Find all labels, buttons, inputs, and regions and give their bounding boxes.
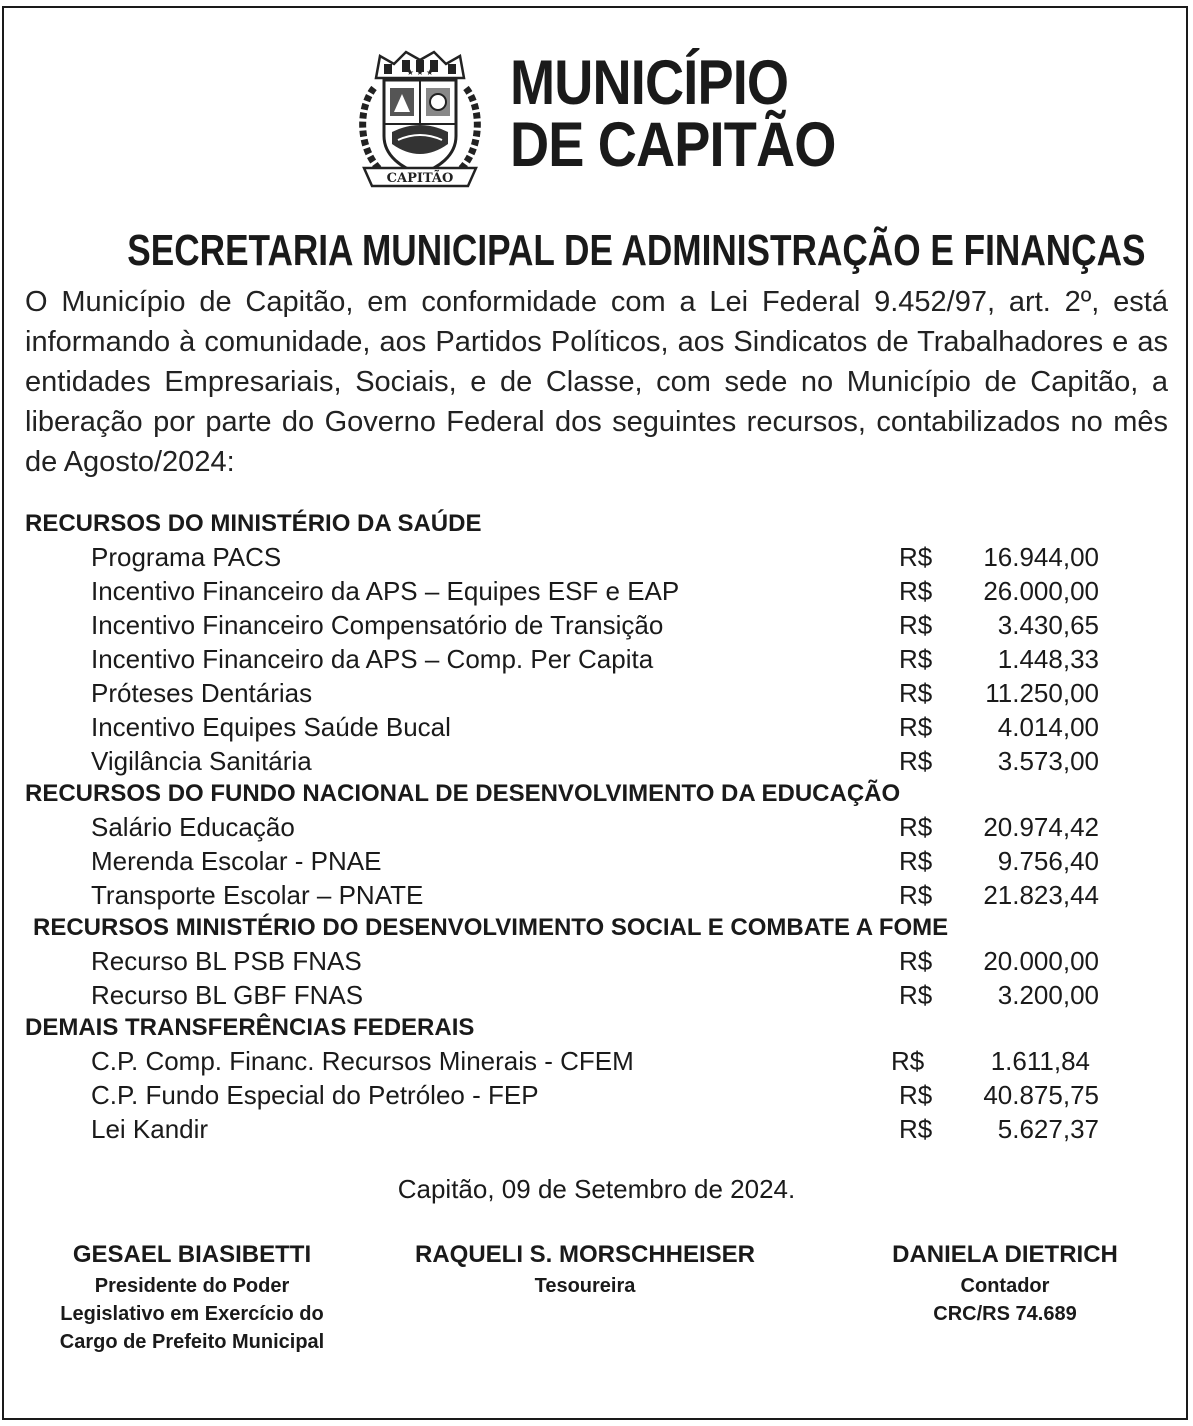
signatory-role-line: Contador [960,1275,1050,1297]
table-row [0,810,1193,844]
signatory-role-line: Cargo de Prefeito Municipal [59,1331,325,1353]
currency-symbol: R$ [899,542,933,572]
item-value: 21.823,44 [983,880,1099,910]
item-label: Merenda Escolar - PNAE [91,846,382,876]
section-heading: RECURSOS MINISTÉRIO DO DESENVOLVIMENTO SOCIAL E COMBATE A FOME [33,914,949,941]
section-heading: RECURSOS DO FUNDO NACIONAL DE DESENVOLVIMENTO DA EDUCAÇÃO [25,780,901,807]
municipality-line-2: DE CAPITÃO [510,110,836,180]
signature-block [32,1238,352,1356]
item-value: 5.627,37 [997,1114,1099,1144]
currency-symbol: R$ [899,980,933,1010]
signatory-role-line: Tesoureira [534,1275,636,1297]
item-value: 11.250,00 [985,678,1099,708]
municipal-crest [354,48,486,194]
table-row [0,1044,1193,1078]
currency-symbol: R$ [899,846,933,876]
item-value: 3.200,00 [997,980,1099,1010]
item-value: 4.014,00 [997,712,1099,742]
item-label: Próteses Dentárias [91,678,313,708]
table-row [0,608,1193,642]
section-heading: RECURSOS DO MINISTÉRIO DA SAÚDE [25,510,482,537]
item-label: Incentivo Financeiro da APS – Comp. Per Capita [91,644,654,674]
item-label: Salário Educação [91,812,295,842]
signatory-name: RAQUELI S. MORSCHHEISER [414,1241,756,1268]
municipality-title [510,48,836,180]
item-label: Recurso BL GBF FNAS [91,980,364,1010]
currency-symbol: R$ [899,880,933,910]
resources-table [0,508,1193,1146]
table-row [0,978,1193,1012]
secretariat-title [0,226,1193,276]
currency-symbol: R$ [899,712,933,742]
item-label: Transporte Escolar – PNATE [91,880,424,910]
svg-text:★ ★ ★: ★ ★ ★ [406,68,434,77]
place-and-date: Capitão, 09 de Setembro de 2024. [397,1174,796,1204]
item-value: 40.875,75 [983,1080,1099,1110]
currency-symbol: R$ [899,644,933,674]
item-label: Incentivo Financeiro da APS – Equipes ESF e EAP [91,576,680,606]
currency-symbol: R$ [899,610,933,640]
intro-paragraph [25,282,1168,482]
item-label: Programa PACS [91,542,282,572]
table-row [0,676,1193,710]
item-value: 26.000,00 [983,576,1099,606]
signatory-name: DANIELA DIETRICH [892,1241,1118,1268]
currency-symbol: R$ [899,678,933,708]
municipality-line-1: MUNICÍPIO [510,48,789,118]
currency-symbol: R$ [899,746,933,776]
table-row [0,540,1193,574]
item-value: 16.944,00 [983,542,1099,572]
table-row [0,574,1193,608]
item-label: C.P. Comp. Financ. Recursos Minerais - CFEM [91,1046,634,1076]
section-heading: DEMAIS TRANSFERÊNCIAS FEDERAIS [25,1014,475,1041]
currency-symbol: R$ [891,1046,925,1076]
item-label: Lei Kandir [91,1114,209,1144]
signatory-role-line: Presidente do Poder [94,1275,290,1297]
signatory-role-line: CRC/RS 74.689 [933,1303,1077,1325]
table-row [0,1112,1193,1146]
item-label: C.P. Fundo Especial do Petróleo - FEP [91,1080,539,1110]
item-value: 3.430,65 [997,610,1099,640]
signature-block [860,1238,1150,1328]
currency-symbol: R$ [899,1080,933,1110]
signatory-role-line: Legislativo em Exercício do [60,1303,324,1325]
secretariat-title-text: SECRETARIA MUNICIPAL DE ADMINISTRAÇÃO E FINANÇAS [127,226,1146,275]
item-label: Vigilância Sanitária [91,746,312,776]
item-label: Incentivo Equipes Saúde Bucal [91,712,451,742]
item-value: 20.000,00 [983,946,1099,976]
table-row [0,944,1193,978]
table-row [0,844,1193,878]
item-value: 1.448,33 [997,644,1099,674]
intro-text: O Município de Capitão, em conformidade com a Lei Federal 9.452/97, art. 2º, está informando à comunidade, aos Partidos Políticos, aos Sindicatos de Trabalhadores e as entidades Empresariais, Sociais, e de Classe, com sede no Município de Capitão, a liberação por parte do Governo Federal dos seguintes recursos, contabilizados no mês de Agosto/2024: [25,286,1168,478]
item-label: Recurso BL PSB FNAS [91,946,362,976]
signatory-name: GESAEL BIASIBETTI [72,1241,312,1268]
currency-symbol: R$ [899,946,933,976]
item-value: 9.756,40 [997,846,1099,876]
table-row [0,744,1193,778]
item-label: Incentivo Financeiro Compensatório de Transição [91,610,664,640]
table-row [0,710,1193,744]
item-value: 3.573,00 [997,746,1099,776]
table-row [0,642,1193,676]
table-row [0,878,1193,912]
item-value: 20.974,42 [983,812,1099,842]
currency-symbol: R$ [899,576,933,606]
currency-symbol: R$ [899,812,933,842]
crest-banner-text: CAPITÃO [386,171,454,186]
item-value: 1.611,84 [990,1046,1090,1076]
signature-block [395,1238,775,1300]
table-row [0,1078,1193,1112]
currency-symbol: R$ [899,1114,933,1144]
